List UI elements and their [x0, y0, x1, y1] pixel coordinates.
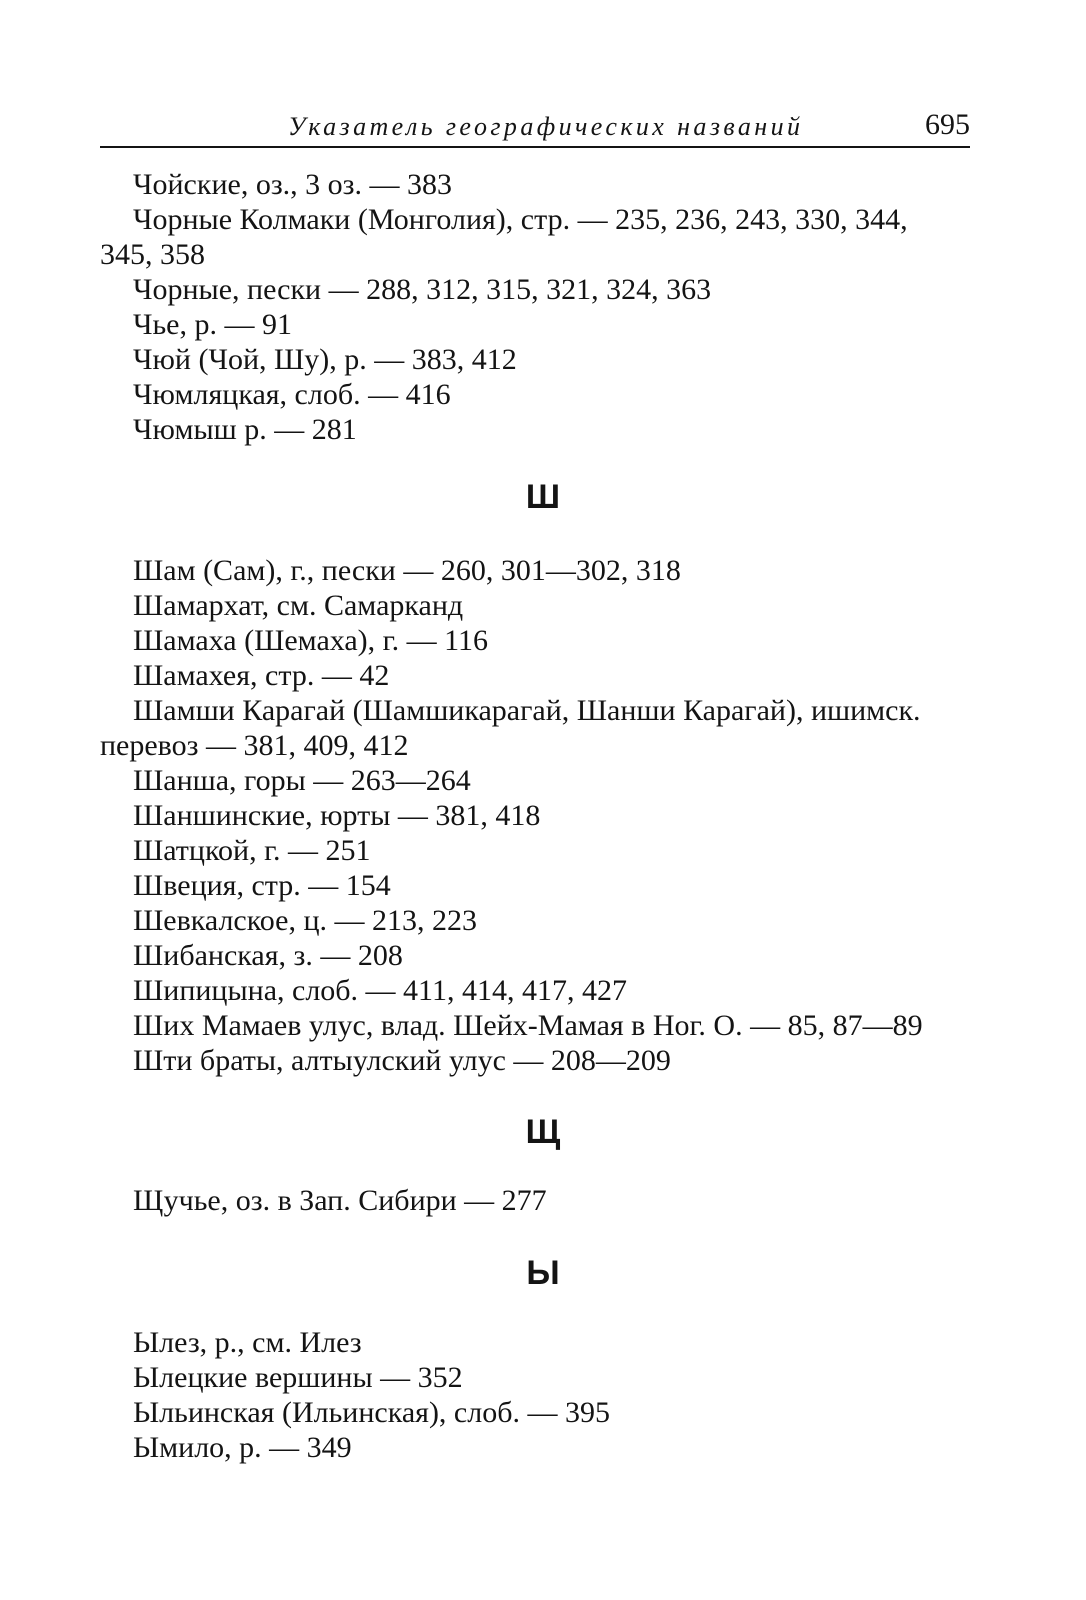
- index-entry: [0, 763, 1086, 798]
- index-entry: [0, 1430, 1086, 1465]
- entry-text: Ыльинская (Ильинская), слоб. — 395: [133, 1396, 610, 1429]
- entry-text: Шипицына, слоб. — 411, 414, 417, 427: [133, 974, 627, 1007]
- entry-text: Чорные Колмаки (Монголия), стр. — 235, 236, 243, 330, 344,: [133, 203, 908, 236]
- index-entry: [0, 342, 1086, 377]
- entry-text: Щучье, оз. в Зап. Сибири — 277: [133, 1184, 547, 1217]
- running-title: Указатель географических названий: [288, 112, 804, 141]
- entry-text: Ылез, р., см. Илез: [133, 1326, 362, 1359]
- entry-text: Шамахея, стр. — 42: [133, 659, 390, 692]
- entry-continuation: 345, 358: [100, 238, 205, 271]
- index-entry: [0, 1183, 1086, 1218]
- entry-text: Чойские, оз., 3 оз. — 383: [133, 168, 453, 201]
- entry-text: Чюмляцкая, слоб. — 416: [133, 378, 451, 411]
- index-entry: [0, 903, 1086, 938]
- index-entry: [0, 833, 1086, 868]
- entry-text: Шанша, горы — 263—264: [133, 764, 471, 797]
- index-entry: [0, 412, 1086, 447]
- entry-text: Шамаха (Шемаха), г. — 116: [133, 624, 488, 657]
- index-entry: [0, 868, 1086, 903]
- index-section-yery: [0, 1325, 1086, 1465]
- section-letter-heading: Щ: [525, 1113, 561, 1151]
- entry-text: Шти браты, алтыулский улус — 208—209: [133, 1044, 671, 1077]
- entry-text: Чорные, пески — 288, 312, 315, 321, 324, 363: [133, 273, 712, 306]
- index-section-shcha: [0, 1183, 1086, 1218]
- index-entry: [0, 272, 1086, 307]
- index-section-sha: [0, 553, 1086, 1078]
- index-section-che: [0, 167, 1086, 447]
- entry-text: Шевкалское, ц. — 213, 223: [133, 904, 478, 937]
- entry-text: Чюй (Чой, Шу), р. — 383, 412: [133, 343, 517, 376]
- index-entry: [0, 1043, 1086, 1078]
- index-entry: [0, 798, 1086, 833]
- index-entry: [0, 1325, 1086, 1360]
- header-rule: [100, 146, 970, 148]
- entry-text: Шибанская, з. — 208: [133, 939, 403, 972]
- index-entry: [0, 658, 1086, 693]
- entry-text: Швеция, стр. — 154: [133, 869, 391, 902]
- index-entry: [0, 1360, 1086, 1395]
- entry-text: Ших Мамаев улус, влад. Шейх-Мамая в Ног. О. — 85, 87—89: [133, 1009, 923, 1042]
- entry-text: Чье, р. — 91: [133, 308, 292, 341]
- entry-text: Шам (Сам), г., пески — 260, 301—302, 318: [133, 554, 681, 587]
- index-entry: [0, 1008, 1086, 1043]
- index-entry: [0, 307, 1086, 342]
- index-entry: [0, 588, 1086, 623]
- section-letter-heading: Ы: [526, 1254, 560, 1292]
- entry-text: Шамархат, см. Самарканд: [133, 589, 464, 622]
- index-entry: [0, 377, 1086, 412]
- index-entry: [0, 1395, 1086, 1430]
- page-number: 695: [925, 108, 970, 141]
- entry-text: Шаншинские, юрты — 381, 418: [133, 799, 541, 832]
- index-entry: [0, 202, 1086, 272]
- entry-text: Шамши Карагай (Шамшикарагай, Шанши Карагай), ишимск.: [133, 694, 921, 727]
- index-entry: [0, 693, 1086, 763]
- entry-text: Шатцкой, г. — 251: [133, 834, 371, 867]
- entry-text: Чюмыш р. — 281: [133, 413, 357, 446]
- index-entry: [0, 553, 1086, 588]
- section-letter-heading: Ш: [525, 478, 561, 516]
- index-entry: [0, 167, 1086, 202]
- index-entry: [0, 938, 1086, 973]
- entry-continuation: перевоз — 381, 409, 412: [100, 729, 409, 762]
- index-entry: [0, 623, 1086, 658]
- entry-text: Ылецкие вершины — 352: [133, 1361, 463, 1394]
- index-entry: [0, 973, 1086, 1008]
- running-header: [100, 108, 970, 148]
- entry-text: Ымило, р. — 349: [133, 1431, 352, 1464]
